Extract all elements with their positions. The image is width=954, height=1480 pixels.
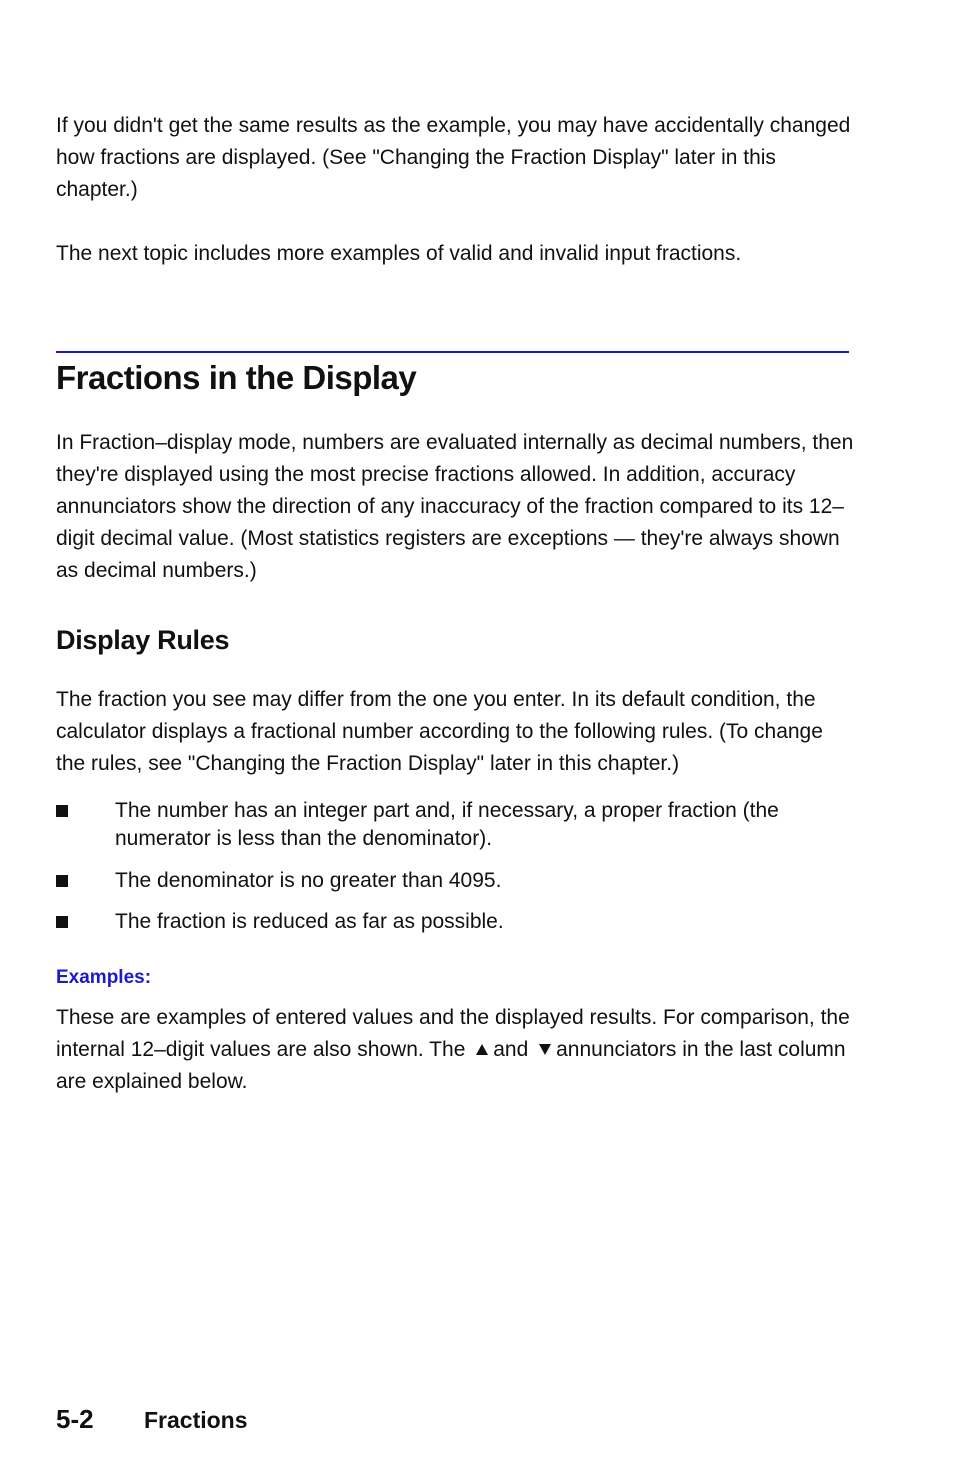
subsection-title: Display Rules — [56, 625, 230, 655]
page-footer — [56, 1402, 248, 1438]
page-number: 5-2 — [56, 1404, 94, 1434]
down-triangle-icon — [539, 1044, 551, 1055]
section-rule — [56, 351, 849, 353]
examples-paragraph — [56, 1002, 856, 1098]
section-title: Fractions in the Display — [56, 359, 417, 396]
square-bullet-icon — [56, 916, 68, 928]
rule-text: The fraction is reduced as far as possible. — [115, 910, 504, 933]
intro-paragraph-2: The next topic includes more examples of valid and invalid input fractions. — [56, 242, 742, 265]
square-bullet-icon — [56, 805, 68, 817]
examples-heading: Examples: — [56, 967, 152, 988]
section-paragraph: In Fraction–display mode, numbers are evaluated internally as decimal numbers, then they're displayed using the most precise fractions allowed. In addition, accuracy annunciators show the direction of any inaccuracy of the fraction compared to its 12–digit decimal value. (Most statistics registers are exceptions — they're always shown as decimal numbers.) — [56, 431, 854, 582]
intro-paragraph-1: If you didn't get the same results as the example, you may have accidentally changed how fractions are displayed. (See "Changing the Fraction Display" later in this chapter.) — [56, 114, 851, 201]
examples-text-and: and — [493, 1038, 529, 1061]
examples-text-after: annunciators in the last column are explained below. — [56, 1038, 846, 1093]
square-bullet-icon — [56, 875, 68, 887]
rule-text: The number has an integer part and, if necessary, a proper fraction (the numerator is less than the denominator). — [115, 799, 779, 850]
examples-text-before: These are examples of entered values and the displayed results. For comparison, the internal 12–digit values are also shown. The — [56, 1006, 850, 1061]
chapter-name: Fractions — [144, 1407, 248, 1433]
up-triangle-icon — [476, 1044, 488, 1055]
subsection-paragraph: The fraction you see may differ from the one you enter. In its default condition, the calculator displays a fractional number according to the following rules. (To change the rules, see "Changing the Fraction Display" later in this chapter.) — [56, 688, 823, 775]
rule-text: The denominator is no greater than 4095. — [115, 869, 502, 892]
